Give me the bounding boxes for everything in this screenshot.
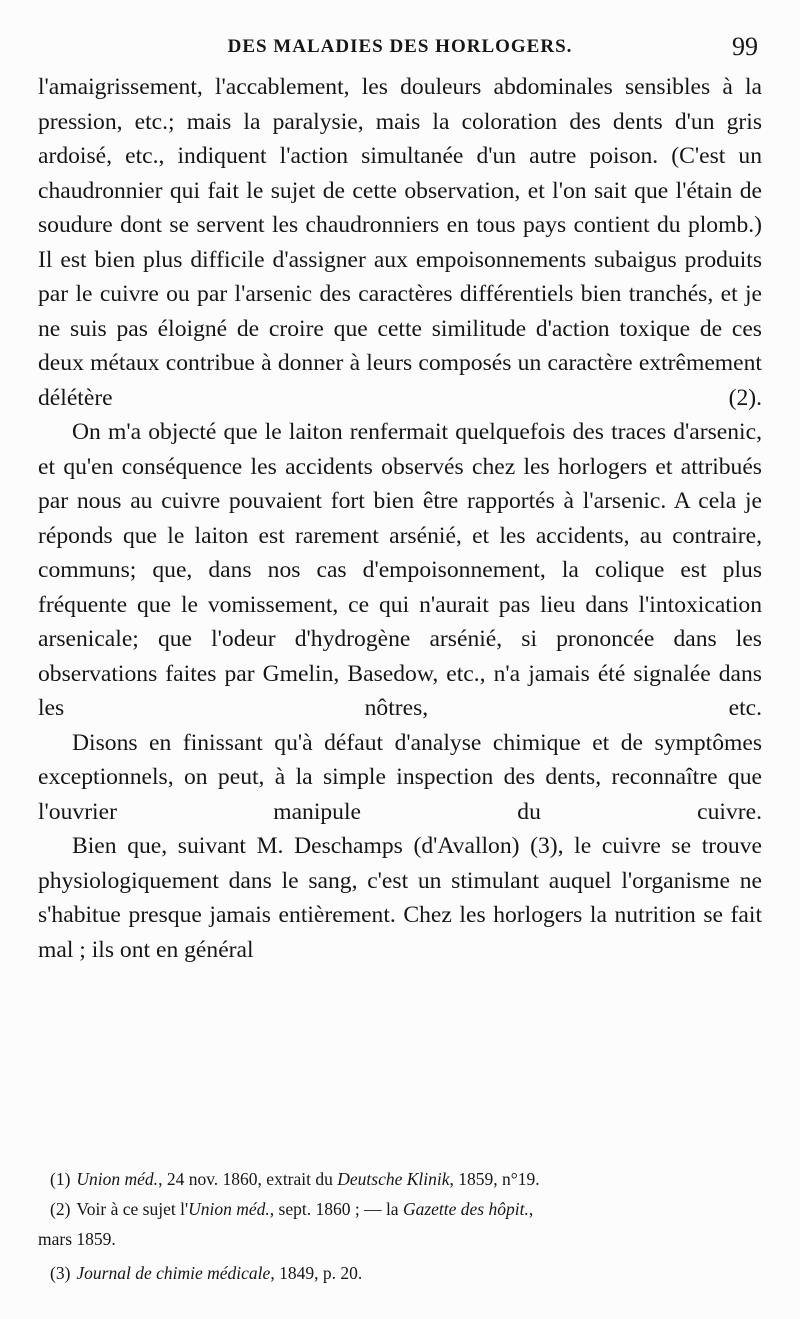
footnote-1 <box>50 1164 762 1194</box>
footnote-3-ref: (3) <box>50 1263 71 1283</box>
footnote-3 <box>50 1258 762 1288</box>
footnote-2-tail: , <box>528 1199 534 1219</box>
footnotes <box>38 1164 762 1288</box>
footnote-1-source: Union méd. <box>76 1169 159 1189</box>
paragraph-conclusion: Disons en finissant qu'à défaut d'analyse chimique et de symptômes exceptionnels, on peut, à la simple inspection des dents, reconnaître que l'ouvrier manipule du cuivre. <box>38 729 762 825</box>
page-number: 99 <box>732 32 758 61</box>
footnote-1-text: , 24 nov. 1860, extrait du <box>158 1169 338 1189</box>
footnote-1-journal: Deutsche Klinik <box>337 1169 450 1189</box>
footnote-2-text: , sept. 1860 ; — la <box>269 1199 403 1219</box>
paragraph-objection: On m'a objecté que le laiton renfermait quelquefois des traces d'arsenic, et qu'en conséquence les accidents observés chez les horlogers et attribués par nous au cuivre pouvaient fort bien être rapportés à l'arsenic. A cela je réponds que le laiton est rarement arsénié, et les accidents, au contraire, communs; que, dans nos cas d'empoisonnement, la colique est plus fréquente que le vomissement, ce qui n'aurait pas lieu dans l'intoxication arsenicale; que l'odeur d'hydrogène arsénié, si prononcée dans les observations faites par Gmelin, Basedow, etc., n'a jamais été signalée dans les nôtres, etc. <box>38 419 762 721</box>
paragraph-deschamps: Bien que, suivant M. Deschamps (d'Avallon) (3), le cuivre se trouve physiologiquement dans le sang, c'est un stimulant auquel l'organisme ne s'habitue presque jamais entièrement. Chez les horlogers la nutrition se fait mal ; ils ont en général <box>38 833 762 963</box>
footnote-2-continued: mars 1859. <box>38 1229 116 1249</box>
footnote-2-source: Union méd. <box>188 1199 270 1219</box>
footnote-2-lead: Voir à ce sujet l' <box>76 1199 189 1219</box>
page-header <box>0 32 800 68</box>
running-title: DES MALADIES DES HORLOGERS. <box>227 36 573 57</box>
paragraph-continued: l'amaigrissement, l'accablement, les douleurs abdominales sensibles à la pression, etc.; mais la paralysie, mais la coloration des dents d'un gris ardoisé, etc., indiquent l'action simultanée d'un autre poison. (C'est un chaudronnier qui fait le sujet de cette observation, et l'on sait que l'étain de soudure dont se servent les chaudronniers en tous pays contient du plomb.) Il est bien plus difficile d'assigner aux empoisonnements subaigus produits par le cuivre ou par l'arsenic des caractères différentiels bien tranchés, et je ne suis pas éloigné de croire que cette similitude d'action toxique de ces deux métaux contribue à donner à leurs composés un caractère extrêmement délétère (2). <box>38 74 762 411</box>
body-text <box>38 70 762 967</box>
footnote-2 <box>50 1194 762 1224</box>
footnote-3-text: , 1849, p. 20. <box>270 1263 363 1283</box>
footnote-2-ref: (2) <box>50 1199 71 1219</box>
footnote-1-ref: (1) <box>50 1169 71 1189</box>
footnote-2-journal: Gazette des hôpit. <box>402 1199 529 1219</box>
footnote-1-tail: , 1859, n°19. <box>449 1169 540 1189</box>
footnote-3-source: Journal de chimie médicale <box>76 1263 271 1283</box>
